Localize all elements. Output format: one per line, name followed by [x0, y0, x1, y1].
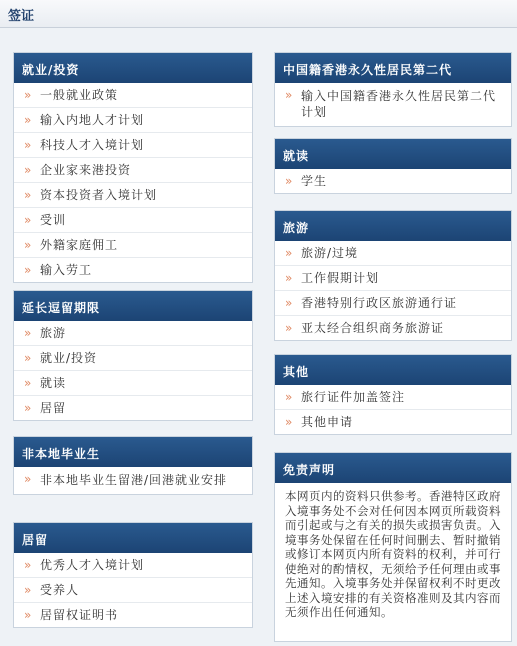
link-label: 受训: [40, 213, 67, 227]
link-label: 资本投资者入境计划: [40, 188, 158, 202]
panel-travel: [274, 210, 512, 341]
chevron-right-icon: »: [24, 213, 33, 227]
link-foreign-domestic-helpers[interactable]: [14, 232, 252, 257]
link-endorsement-travel-document[interactable]: [275, 385, 511, 409]
link-label: 就业/投资: [40, 351, 98, 365]
link-student[interactable]: [275, 169, 511, 193]
panel-title: 就业/投资: [14, 53, 252, 83]
link-dependants[interactable]: [14, 577, 252, 602]
link-general-employment[interactable]: [14, 83, 252, 107]
link-apec-business-travel-card[interactable]: [275, 315, 511, 340]
link-label: 学生: [301, 174, 328, 188]
link-entrepreneur-investment[interactable]: [14, 157, 252, 182]
link-label: 旅行证件加盖签注: [301, 390, 406, 404]
link-admission-mainland-talents[interactable]: [14, 107, 252, 132]
panel-employment: [13, 52, 253, 283]
panel-study: [274, 138, 512, 194]
link-iang[interactable]: [14, 467, 252, 494]
link-working-holiday[interactable]: [275, 265, 511, 290]
disclaimer-text: 本网页内的资料只供参考。香港特区政府入境事务处不会对任何因本网页所载资料而引起或与之有关的损失或损害负责。入境事务处保留在任何时间删去、暂时撤销或修订本网页内所有资料的权利，并可行使绝对的酌情权，无须给予任何理由或事先通知。入境事务处并保留权利不时更改上述入境安排的有关资格准则及其内容而无须作出任何通知。: [285, 489, 501, 619]
panel-second-generation: [274, 52, 512, 127]
link-label: 香港特别行政区旅游通行证: [301, 296, 458, 310]
chevron-right-icon: »: [285, 390, 294, 404]
chevron-right-icon: »: [24, 558, 33, 572]
panel-title: 旅游: [275, 211, 511, 241]
link-second-generation-scheme[interactable]: [275, 83, 511, 126]
link-label: 一般就业政策: [40, 88, 119, 102]
link-label: 居留权证明书: [40, 608, 119, 622]
panel-title: 非本地毕业生: [14, 437, 252, 467]
link-label: 输入中国籍香港永久性居民第二代计划: [301, 89, 497, 119]
link-label: 旅游: [40, 326, 67, 340]
link-label: 科技人才入境计划: [40, 138, 145, 152]
chevron-right-icon: »: [285, 271, 294, 285]
chevron-right-icon: »: [24, 113, 33, 127]
link-right-of-abode[interactable]: [14, 602, 252, 627]
chevron-right-icon: »: [24, 163, 33, 177]
chevron-right-icon: »: [24, 401, 33, 415]
link-visit-transit[interactable]: [275, 241, 511, 265]
link-label: 企业家来港投资: [40, 163, 132, 177]
link-label: 亚太经合组织商务旅游证: [301, 321, 445, 335]
panel-disclaimer: [274, 452, 512, 642]
link-hksar-travel-pass[interactable]: [275, 290, 511, 315]
chevron-right-icon: »: [24, 583, 33, 597]
link-extend-visit[interactable]: [14, 321, 252, 345]
chevron-right-icon: »: [285, 174, 294, 188]
link-label: 受养人: [40, 583, 80, 597]
link-capital-investment[interactable]: [14, 182, 252, 207]
chevron-right-icon: »: [24, 472, 33, 486]
link-technology-talent[interactable]: [14, 132, 252, 157]
chevron-right-icon: »: [24, 238, 33, 252]
chevron-right-icon: »: [24, 138, 33, 152]
link-label: 优秀人才入境计划: [40, 558, 145, 572]
link-label: 外籍家庭佣工: [40, 238, 119, 252]
chevron-right-icon: »: [24, 351, 33, 365]
link-extend-employment[interactable]: [14, 345, 252, 370]
chevron-right-icon: »: [285, 246, 294, 260]
chevron-right-icon: »: [285, 415, 294, 429]
panel-title: 居留: [14, 523, 252, 553]
link-quality-migrant[interactable]: [14, 553, 252, 577]
chevron-right-icon: »: [24, 608, 33, 622]
chevron-right-icon: »: [285, 296, 294, 310]
chevron-right-icon: »: [285, 88, 294, 102]
panel-non-local-graduates: [13, 436, 253, 495]
panel-extension-of-stay: [13, 290, 253, 421]
chevron-right-icon: »: [285, 321, 294, 335]
link-label: 居留: [40, 401, 67, 415]
chevron-right-icon: »: [24, 326, 33, 340]
panel-title: 其他: [275, 355, 511, 385]
panel-title: 免责声明: [275, 453, 511, 483]
chevron-right-icon: »: [24, 188, 33, 202]
top-bar: [0, 0, 517, 28]
panel-title: 就读: [275, 139, 511, 169]
link-extend-study[interactable]: [14, 370, 252, 395]
link-extend-residence[interactable]: [14, 395, 252, 420]
link-label: 旅游/过境: [301, 246, 359, 260]
link-label: 非本地毕业生留港/回港就业安排: [40, 473, 228, 487]
link-other-applications[interactable]: [275, 409, 511, 434]
panel-residence: [13, 522, 253, 628]
link-label: 输入劳工: [40, 263, 93, 277]
link-label: 就读: [40, 376, 67, 390]
chevron-right-icon: »: [24, 88, 33, 102]
panel-title: 延长逗留期限: [14, 291, 252, 321]
chevron-right-icon: »: [24, 376, 33, 390]
link-imported-workers[interactable]: [14, 257, 252, 282]
link-label: 其他申请: [301, 415, 354, 429]
link-label: 工作假期计划: [301, 271, 380, 285]
link-label: 输入内地人才计划: [40, 113, 145, 127]
panel-others: [274, 354, 512, 435]
link-training[interactable]: [14, 207, 252, 232]
page-title: 签证: [8, 9, 35, 24]
panel-title: 中国籍香港永久性居民第二代: [275, 53, 511, 83]
chevron-right-icon: »: [24, 263, 33, 277]
